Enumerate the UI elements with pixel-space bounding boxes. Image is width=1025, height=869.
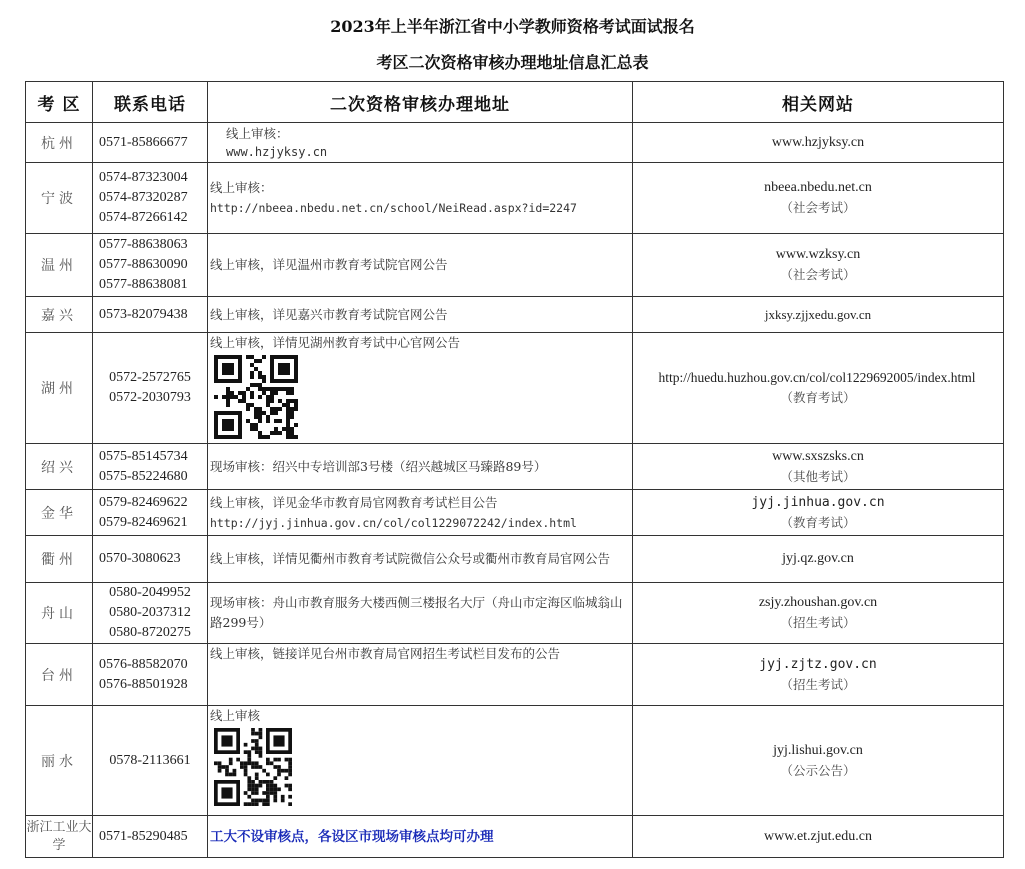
address-cell xyxy=(208,234,633,297)
phone-cell xyxy=(93,644,208,706)
exam-info-table xyxy=(25,81,1004,858)
document-title: 2023年上半年浙江省中小学教师资格考试面试报名 xyxy=(330,17,695,36)
website-cell xyxy=(633,490,1004,536)
website-link[interactable]: www.wzksy.cn xyxy=(775,247,861,262)
region-cell: 宁波 xyxy=(26,163,93,234)
region-cell: 金华 xyxy=(26,490,93,536)
region-cell: 舟山 xyxy=(26,583,93,644)
phone-number: 0573-82079438 xyxy=(99,306,188,322)
address-line: 现场审核：舟山市教育服务大楼西侧三楼报名大厅（舟山市定海区临城翁山路299号） xyxy=(210,595,623,630)
address-cell xyxy=(208,816,633,858)
website-cell xyxy=(633,123,1004,163)
phone-number: 0576-88582070 xyxy=(99,656,188,672)
phone-number: 0577-88630090 xyxy=(99,257,188,272)
website-link[interactable]: jxksy.zjjxedu.gov.cn xyxy=(764,306,872,322)
website-cell xyxy=(633,163,1004,234)
table-row xyxy=(26,490,1004,536)
website-note: （招生考试） xyxy=(780,676,856,692)
header-phone: 联系电话 xyxy=(93,82,208,123)
phone-number: 0576-88501928 xyxy=(99,676,188,692)
phone-number: 0574-87320287 xyxy=(99,190,188,205)
header-region: 考 区 xyxy=(26,82,93,123)
phone-cell xyxy=(93,123,208,163)
address-cell xyxy=(208,444,633,490)
address-line: 现场审核：绍兴中专培训部3号楼（绍兴越城区马臻路89号） xyxy=(210,458,547,474)
table-row xyxy=(26,163,1004,234)
website-link[interactable]: jyj.qz.gov.cn xyxy=(782,551,854,566)
website-link[interactable]: http://huedu.huzhou.gov.cn/col/col1229692005/index.html xyxy=(658,370,976,385)
address-line: 线上审核： xyxy=(226,125,289,141)
phone-number: 0577-88638081 xyxy=(99,277,188,292)
region-cell: 丽水 xyxy=(26,706,93,816)
address-line: 线上审核，详见嘉兴市教育考试院官网公告 xyxy=(210,306,448,322)
phone-cell xyxy=(93,816,208,858)
table-row xyxy=(26,333,1004,444)
address-line: 线上审核： xyxy=(210,180,273,195)
website-cell xyxy=(633,816,1004,858)
phone-number: 0580-8720275 xyxy=(109,625,191,640)
website-note: （招生考试） xyxy=(780,615,856,630)
address-cell xyxy=(208,583,633,644)
address-cell xyxy=(208,297,633,333)
table-row xyxy=(26,583,1004,644)
address-line: 线上审核，详情见湖州教育考试中心官网公告 xyxy=(210,335,461,350)
table-row xyxy=(26,444,1004,490)
table-header-row xyxy=(26,82,1004,123)
address-link[interactable]: http://jyj.jinhua.gov.cn/col/col1229072242/index.html xyxy=(210,515,577,530)
website-link[interactable]: zsjy.zhoushan.gov.cn xyxy=(758,595,878,610)
phone-cell xyxy=(93,333,208,444)
region-cell: 湖州 xyxy=(26,333,93,444)
address-link[interactable]: www.hzjyksy.cn xyxy=(226,144,328,159)
phone-number: 0571-85866677 xyxy=(99,134,188,150)
website-link[interactable]: nbeea.nbedu.net.cn xyxy=(764,180,872,195)
address-cell xyxy=(208,333,633,444)
phone-number: 0577-88638063 xyxy=(99,237,188,252)
region-cell: 杭州 xyxy=(26,123,93,163)
phone-number: 0574-87266142 xyxy=(99,210,188,225)
phone-cell xyxy=(93,706,208,816)
table-row xyxy=(26,816,1004,858)
phone-number: 0579-82469621 xyxy=(99,514,188,530)
phone-number: 0580-2037312 xyxy=(109,605,191,620)
website-link[interactable]: www.hzjyksy.cn xyxy=(771,134,865,150)
website-link[interactable]: www.sxszsks.cn xyxy=(772,448,864,464)
phone-cell xyxy=(93,163,208,234)
address-cell xyxy=(208,706,633,816)
region-cell: 台州 xyxy=(26,644,93,706)
table-row xyxy=(26,297,1004,333)
phone-number: 0575-85145734 xyxy=(99,448,188,464)
phone-number: 0571-85290485 xyxy=(99,828,188,844)
region-cell: 嘉兴 xyxy=(26,297,93,333)
website-cell xyxy=(633,583,1004,644)
table-row xyxy=(26,536,1004,583)
phone-cell xyxy=(93,536,208,583)
website-note: （社会考试） xyxy=(780,267,856,282)
website-cell xyxy=(633,333,1004,444)
address-cell xyxy=(208,644,633,706)
website-note: （公示公告） xyxy=(780,762,856,778)
address-cell xyxy=(208,123,633,163)
header-address: 二次资格审核办理地址 xyxy=(208,82,633,123)
region-cell: 衢州 xyxy=(26,536,93,583)
phone-cell xyxy=(93,490,208,536)
phone-number: 0580-2049952 xyxy=(109,585,191,600)
document-subtitle: 考区二次资格审核办理地址信息汇总表 xyxy=(376,53,649,72)
website-cell xyxy=(633,297,1004,333)
table-row xyxy=(26,644,1004,706)
address-cell xyxy=(208,536,633,583)
phone-cell xyxy=(93,444,208,490)
qr-code-icon[interactable] xyxy=(214,728,292,806)
phone-number: 0578-2113661 xyxy=(109,752,191,768)
website-note: （其他考试） xyxy=(780,468,856,484)
website-cell xyxy=(633,706,1004,816)
address-line: 线上审核，详见温州市教育考试院官网公告 xyxy=(210,257,448,272)
address-cell xyxy=(208,163,633,234)
phone-cell xyxy=(93,583,208,644)
table-row xyxy=(26,123,1004,163)
address-link[interactable]: http://nbeea.nbedu.net.cn/school/NeiRead.aspx?id=2247 xyxy=(210,201,577,215)
phone-cell xyxy=(93,297,208,333)
address-line: 线上审核，详情见衢州市教育考试院微信公众号或衢州市教育局官网公告 xyxy=(210,551,611,566)
website-link[interactable]: www.et.zjut.edu.cn xyxy=(764,828,872,844)
address-line: 工大不设审核点，各设区市现场审核点均可办理 xyxy=(210,828,494,845)
address-line: 线上审核，链接详见台州市教育局官网招生考试栏目发布的公告 xyxy=(210,646,561,661)
region-cell: 浙江工业大学 xyxy=(26,816,93,858)
website-note: （教育考试） xyxy=(780,514,856,530)
phone-number: 0574-87323004 xyxy=(99,170,188,185)
website-cell xyxy=(633,234,1004,297)
website-cell xyxy=(633,444,1004,490)
region-cell: 绍兴 xyxy=(26,444,93,490)
header-website: 相关网站 xyxy=(633,82,1004,123)
website-link[interactable]: jyj.jinhua.gov.cn xyxy=(751,494,885,510)
phone-number: 0579-82469622 xyxy=(99,494,188,510)
address-cell xyxy=(208,490,633,536)
address-line: 线上审核，详见金华市教育局官网教育考试栏目公告 xyxy=(210,494,498,510)
phone-number: 0575-85224680 xyxy=(99,468,188,484)
website-cell xyxy=(633,644,1004,706)
phone-cell xyxy=(93,234,208,297)
region-cell: 温州 xyxy=(26,234,93,297)
qr-code-icon[interactable] xyxy=(214,355,298,439)
website-link[interactable]: jyj.lishui.gov.cn xyxy=(773,742,863,758)
address-line: 线上审核 xyxy=(210,708,261,723)
website-link[interactable]: jyj.zjtz.gov.cn xyxy=(759,656,877,672)
website-note: （教育考试） xyxy=(780,390,856,405)
phone-number: 0570-3080623 xyxy=(99,551,181,566)
table-row xyxy=(26,706,1004,816)
phone-number: 0572-2030793 xyxy=(109,390,191,405)
phone-number: 0572-2572765 xyxy=(109,370,191,385)
website-cell xyxy=(633,536,1004,583)
website-note: （社会考试） xyxy=(780,200,856,215)
table-row xyxy=(26,234,1004,297)
